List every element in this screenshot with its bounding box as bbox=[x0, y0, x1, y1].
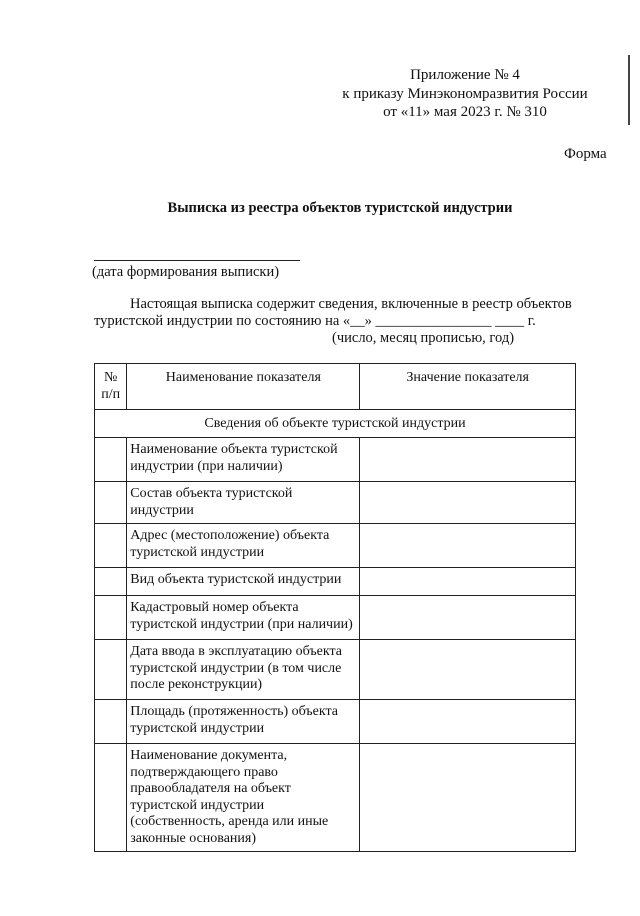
scan-edge-line bbox=[628, 55, 630, 125]
intro-line-1: Настоящая выписка содержит сведения, включенные в реестр объектов bbox=[130, 296, 572, 312]
row-value-cell bbox=[360, 524, 576, 568]
table-row bbox=[95, 438, 576, 482]
table-row bbox=[95, 640, 576, 700]
date-caption: (дата формирования выписки) bbox=[92, 264, 280, 280]
header-number: № п/п bbox=[95, 364, 127, 410]
date-blank-line bbox=[94, 260, 300, 261]
table-header-row bbox=[95, 364, 576, 410]
row-value-cell bbox=[360, 438, 576, 482]
section-title: Сведения об объекте туристской индустрии bbox=[95, 410, 576, 438]
row-value-cell bbox=[360, 744, 576, 852]
table-row bbox=[95, 700, 576, 744]
section-row bbox=[95, 410, 576, 438]
row-value-cell bbox=[360, 482, 576, 524]
intro-paragraph bbox=[94, 296, 574, 347]
row-value-cell bbox=[360, 640, 576, 700]
row-value-cell bbox=[360, 596, 576, 640]
table-row bbox=[95, 524, 576, 568]
row-value-cell bbox=[360, 700, 576, 744]
register-table bbox=[94, 363, 576, 852]
header-indicator-value: Значение показателя bbox=[360, 364, 576, 410]
intro-line-2: туристской индустрии по состоянию на «__» ________________ ____ г. bbox=[94, 313, 536, 329]
appendix-date: от «11» мая 2023 г. № 310 bbox=[383, 104, 547, 120]
row-number-cell bbox=[95, 640, 127, 700]
row-value-cell bbox=[360, 568, 576, 596]
row-name-cell: Наименование документа, подтверждающего право правообладателя на объект туристской индустрии (собственность, аренда или иные законные основания) bbox=[127, 744, 360, 852]
row-number-cell bbox=[95, 700, 127, 744]
table-row bbox=[95, 744, 576, 852]
row-name-cell: Адрес (местоположение) объекта туристской индустрии bbox=[127, 524, 360, 568]
appendix-number: Приложение № 4 bbox=[410, 67, 520, 83]
row-number-cell bbox=[95, 524, 127, 568]
row-number-cell bbox=[95, 744, 127, 852]
row-name-cell: Вид объекта туристской индустрии bbox=[127, 568, 360, 596]
row-name-cell: Состав объекта туристской индустрии bbox=[127, 482, 360, 524]
document-title: Выписка из реестра объектов туристской индустрии bbox=[167, 200, 513, 216]
row-name-cell: Наименование объекта туристской индустрии (при наличии) bbox=[127, 438, 360, 482]
table-row bbox=[95, 596, 576, 640]
row-number-cell bbox=[95, 438, 127, 482]
form-label: Форма bbox=[564, 146, 607, 162]
row-name-cell: Дата ввода в эксплуатацию объекта туристской индустрии (в том числе после реконструкции) bbox=[127, 640, 360, 700]
appendix-order: к приказу Минэкономразвития России bbox=[342, 85, 588, 102]
table-row bbox=[95, 482, 576, 524]
row-name-cell: Кадастровый номер объекта туристской индустрии (при наличии) bbox=[127, 596, 360, 640]
row-number-cell bbox=[95, 596, 127, 640]
row-number-cell bbox=[95, 568, 127, 596]
header-indicator-name: Наименование показателя bbox=[127, 364, 360, 410]
table-row bbox=[95, 568, 576, 596]
row-number-cell bbox=[95, 482, 127, 524]
intro-line-3: (число, месяц прописью, год) bbox=[332, 330, 515, 346]
row-name-cell: Площадь (протяженность) объекта туристской индустрии bbox=[127, 700, 360, 744]
appendix-header bbox=[330, 66, 600, 122]
